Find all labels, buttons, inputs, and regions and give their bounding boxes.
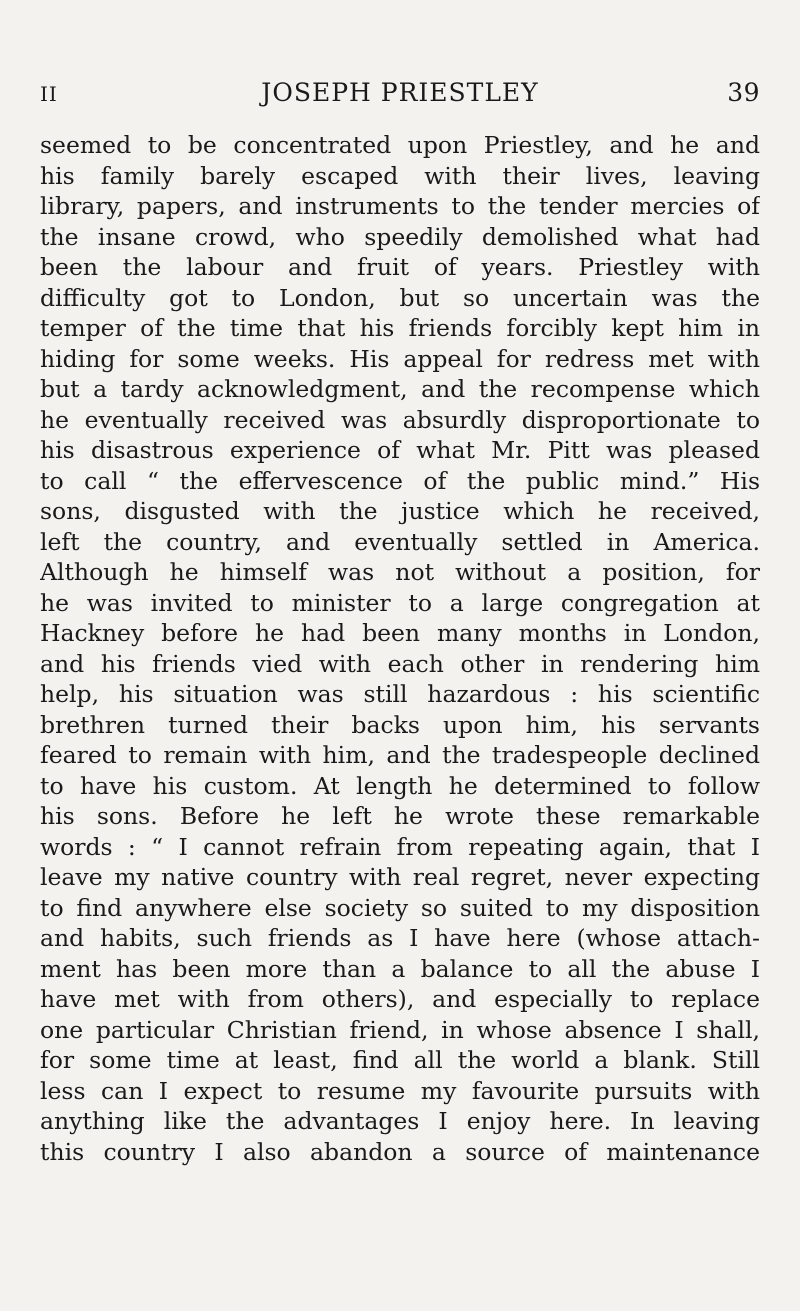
text-line: have met with from others), and especially to replace xyxy=(40,985,760,1013)
text-line: the insane crowd, who speedily demolished what had xyxy=(40,222,760,251)
text-line: Hackney before he had been many months in London, xyxy=(40,619,760,647)
text-line: left the country, and eventually settled in America. xyxy=(40,527,760,556)
text-line: difficulty got to London, but so uncertain was the xyxy=(40,283,760,312)
text-line: his disastrous experience of what Mr. Pitt was pleased xyxy=(40,436,760,464)
text-line: his family barely escaped with their lives, leaving xyxy=(40,161,760,190)
chapter-number: II xyxy=(40,82,58,106)
text-line: this country I also abandon a source of maintenance xyxy=(40,1137,760,1166)
text-line: to find anywhere else society so suited to my disposition xyxy=(40,893,760,922)
text-line: and his friends vied with each other in rendering him xyxy=(40,649,760,678)
text-line: he eventually received was absurdly disproportionate to xyxy=(40,405,760,434)
text-line: been the labour and fruit of years. Priestley with xyxy=(40,253,760,281)
text-line: one particular Christian friend, in whose absence I shall, xyxy=(40,1015,760,1044)
text-line: less can I expect to resume my favourite pursuits with xyxy=(40,1076,760,1105)
text-line: seemed to be concentrated upon Priestley, and he and xyxy=(40,131,760,159)
text-line: library, papers, and instruments to the tender mercies of xyxy=(40,192,760,220)
text-line: leave my native country with real regret, never expecting xyxy=(40,863,760,891)
running-head xyxy=(40,78,760,112)
text-line: help, his situation was still hazardous : his scientific xyxy=(40,680,760,708)
text-line: sons, disgusted with the justice which he received, xyxy=(40,497,760,525)
text-line: Although he himself was not without a position, for xyxy=(40,558,760,586)
text-line: he was invited to minister to a large congregation at xyxy=(40,588,760,617)
text-line: and habits, such friends as I have here (whose attach- xyxy=(40,924,760,952)
text-line: feared to remain with him, and the tradespeople declined xyxy=(40,741,760,769)
text-line: hiding for some weeks. His appeal for redress met with xyxy=(40,344,760,373)
text-line: for some time at least, find all the world a blank. Still xyxy=(40,1046,760,1074)
text-line: his sons. Before he left he wrote these remarkable xyxy=(40,802,760,830)
text-line: brethren turned their backs upon him, his servants xyxy=(40,710,760,739)
text-line: to call “ the effervescence of the public mind.” His xyxy=(40,466,760,495)
text-line: but a tardy acknowledgment, and the recompense which xyxy=(40,375,760,403)
running-title: JOSEPH PRIESTLEY xyxy=(261,78,539,107)
text-line: temper of the time that his friends forcibly kept him in xyxy=(40,314,760,342)
body-text xyxy=(40,130,760,1167)
text-line: ment has been more than a balance to all the abuse I xyxy=(40,954,760,983)
text-line: words : “ I cannot refrain from repeating again, that I xyxy=(40,832,760,861)
page-number: 39 xyxy=(727,78,760,107)
text-line: anything like the advantages I enjoy here. In leaving xyxy=(40,1107,760,1135)
text-line: to have his custom. At length he determined to follow xyxy=(40,771,760,800)
